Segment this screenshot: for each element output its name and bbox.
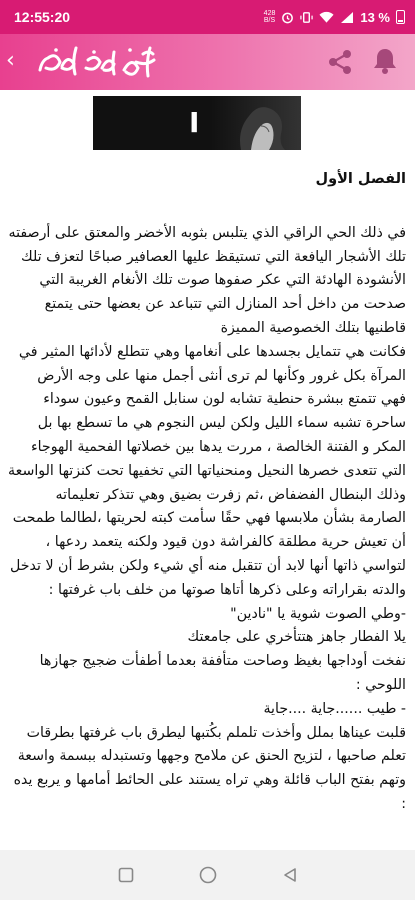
bell-icon[interactable] <box>370 46 400 76</box>
nav-back-button[interactable] <box>278 863 302 887</box>
status-bar <box>0 0 415 34</box>
triangle-icon <box>282 867 298 883</box>
nav-recents-button[interactable] <box>114 863 138 887</box>
wifi-icon <box>319 11 334 24</box>
chapter-banner <box>93 96 301 150</box>
chevron-left-icon[interactable]: ‹ <box>6 48 15 73</box>
chapter-title: الفصل الأول <box>315 171 406 187</box>
battery-percent: 13 % <box>360 9 390 25</box>
signal-icon <box>340 11 354 24</box>
status-time: 12:55:20 <box>14 9 71 25</box>
article-content <box>8 162 406 850</box>
paragraph: نفخت أوداجها بغيظ وصاحت متأففة بعدما أطفأت ضجيج جهازها اللوحي : <box>39 653 406 693</box>
paragraph: يلا الفطار جاهز هتتأخري على جامعتك <box>187 629 406 646</box>
circle-icon <box>199 866 217 884</box>
paragraph: - طيب ......جاية ....جاية <box>263 700 406 717</box>
vibrate-icon <box>300 11 313 24</box>
system-nav-bar <box>0 850 415 900</box>
paragraph: -وطي الصوت شوية يا "نادين" <box>230 605 406 622</box>
nav-home-button[interactable] <box>196 863 220 887</box>
chapter-numeral: I <box>189 106 200 139</box>
status-icons <box>264 10 405 25</box>
paragraph: قلبت عيناها بملل وأخذت تلملم بكُتبها ليطرق باب غرفتها بطرقات تعلم صاحبها ، لتزيح الحنق عن ملامح وجهها وتستبدله ببسمة واسعة وتهم بفتح الباب قائلة وهي تراه يستند على الحائط أمامها و يربع يده : <box>13 724 406 812</box>
alarm-icon <box>281 11 294 24</box>
paragraph: في ذلك الحي الراقي الذي يتلبس بثوبه الأخضر والمعتق على أرصفته تلك الأشجار اليافعة التي تستيقظ عليها العصافير صباحًا لتعزف تلك الأنشودة الهادئة التي عكر صفوها صوت تلك الأنغام الغريبة التي صدحت من داخل أحد المنازل التي تتباعد عن بعضها حتى يتمتع قاطنيها بتلك الخصوصية المميزة <box>8 224 406 336</box>
app-logo <box>28 40 168 84</box>
battery-icon <box>396 10 405 24</box>
app-toolbar <box>0 34 415 90</box>
paragraph: فكانت هي تتمايل بجسدها على أنغامها وهي تتطلع لأدائها المثير في المرآة بكل غرور وكأنها لم ترى أنثى أجمل منها على وجه الأرض فهي تتمتع ببشرة حنطية تشابه لون سنابل القمح وعيون سوداء ساحرة تشبه سماء الليل ولكن ليس النجوم هي ما تسطع بها بل المكر و الفتنة الخالصة ، مررت يدها بين خصلاتها الفحمية الهوجاء التي تتعدى خصرها النحيل ومنحنياتها التي تخفيها تحت كنزتها الواسعة وذلك البنطال الفضفاض ،ثم زفرت بضيق وهي تتذكر تعليماته الصارمة بشأن ملابسها فهي حقًا سأمت كبته لحريتها ،لطالما طمحت أن تعيش حرية مطلقة كالفراشة دون قيود ولكنه يتعمد ردعها ، لتواسي ذاتها أنها لابد أن تتقبل منه أي شيء ولكن بشرط أن لا تدخل والدته بقراراته وعلى ذكرها أتاها صوتها من خلف باب غرفتها : <box>8 343 406 598</box>
network-speed: 428 B/S <box>263 10 276 24</box>
share-icon[interactable] <box>326 48 354 76</box>
square-icon <box>118 867 134 883</box>
woman-silhouette-image <box>211 96 301 150</box>
